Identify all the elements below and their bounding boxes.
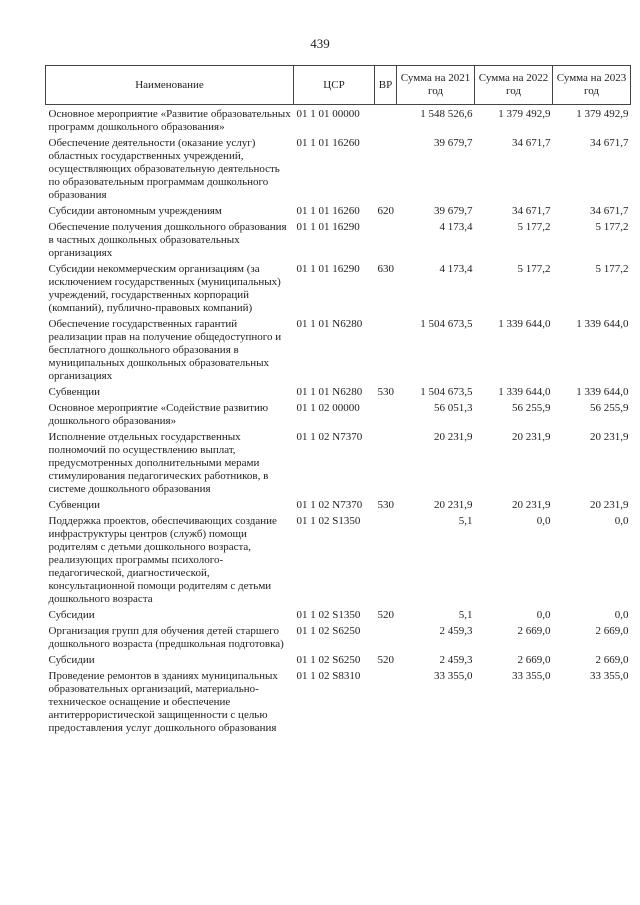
row-name: Субвенции xyxy=(48,386,101,398)
row-sum-2021: 1 548 526,6 xyxy=(420,108,473,120)
table-row xyxy=(46,134,631,202)
row-vr-code xyxy=(375,512,397,606)
header-sum-2023: Сумма на 2023 год xyxy=(553,66,631,105)
row-sum-2023: 34 671,7 xyxy=(590,205,629,217)
row-sum-2021: 2 459,3 xyxy=(439,654,473,666)
row-vr-code: 530 xyxy=(377,499,394,511)
row-sum-2021: 5,1 xyxy=(458,515,473,527)
header-name: Наименование xyxy=(46,66,294,105)
row-sum-2021: 20 231,9 xyxy=(434,431,473,443)
row-vr-code xyxy=(375,105,397,135)
row-vr-code xyxy=(375,428,397,496)
row-sum-2023: 20 231,9 xyxy=(590,431,629,443)
header-sum-2022: Сумма на 2022 год xyxy=(475,66,553,105)
row-sum-2023: 1 339 644,0 xyxy=(576,386,629,398)
row-csr-code: 01 1 01 16260 xyxy=(296,205,360,217)
row-csr-code: 01 1 01 16260 xyxy=(296,137,360,149)
budget-table xyxy=(45,65,631,735)
row-sum-2023: 5 177,2 xyxy=(595,263,629,275)
row-name: Проведение ремонтов в зданиях муниципальных образовательных организаций, материально-техническое оснащение и обеспечение антитеррористической защищенности с целью предоставления услуг дошкольного образования xyxy=(48,670,278,734)
row-name: Субсидии xyxy=(48,609,95,621)
row-vr-code xyxy=(375,134,397,202)
row-name: Обеспечение государственных гарантий реализации прав на получение общедоступного и бесплатного дошкольного образования в муниципальных дошкольных образовательных организациях xyxy=(48,318,282,382)
row-vr-code: 520 xyxy=(377,609,394,621)
row-sum-2022: 0,0 xyxy=(536,609,551,621)
row-sum-2022: 34 671,7 xyxy=(512,137,551,149)
header-sum-2021: Сумма на 2021 год xyxy=(397,66,475,105)
row-csr-code: 01 1 02 S1350 xyxy=(296,515,361,527)
row-csr-code: 01 1 01 N6280 xyxy=(296,318,363,330)
table-row xyxy=(46,651,631,667)
row-sum-2023: 1 339 644,0 xyxy=(576,318,629,330)
row-sum-2023: 2 669,0 xyxy=(595,654,629,666)
row-csr-code: 01 1 01 16290 xyxy=(296,221,360,233)
row-csr-code: 01 1 02 S6250 xyxy=(296,625,361,637)
table-row xyxy=(46,315,631,383)
row-sum-2021: 2 459,3 xyxy=(439,625,473,637)
row-name: Субсидии некоммерческим организациям (за исключением государственных (муниципальных) учреждений, государственных корпораций (компаний), публично-правовых компаний) xyxy=(48,263,281,314)
row-sum-2021: 4 173,4 xyxy=(439,263,473,275)
row-sum-2022: 56 255,9 xyxy=(512,402,551,414)
row-sum-2023: 20 231,9 xyxy=(590,499,629,511)
row-sum-2023: 33 355,0 xyxy=(590,670,629,682)
table-row xyxy=(46,105,631,135)
row-sum-2021: 39 679,7 xyxy=(434,137,473,149)
row-sum-2021: 4 173,4 xyxy=(439,221,473,233)
row-sum-2022: 20 231,9 xyxy=(512,499,551,511)
row-vr-code xyxy=(375,622,397,651)
header-csr: ЦСР xyxy=(294,66,375,105)
row-sum-2022: 5 177,2 xyxy=(517,263,551,275)
row-sum-2021: 1 504 673,5 xyxy=(420,318,473,330)
row-csr-code: 01 1 02 N7370 xyxy=(296,499,363,511)
row-sum-2021: 33 355,0 xyxy=(434,670,473,682)
row-name: Основное мероприятие «Развитие образовательных программ дошкольного образования» xyxy=(48,108,291,133)
row-sum-2023: 5 177,2 xyxy=(595,221,629,233)
row-vr-code: 530 xyxy=(377,386,394,398)
table-row xyxy=(46,399,631,428)
row-sum-2021: 39 679,7 xyxy=(434,205,473,217)
row-sum-2022: 1 339 644,0 xyxy=(498,386,551,398)
row-name: Субвенции xyxy=(48,499,101,511)
row-name: Организация групп для обучения детей старшего дошкольного возраста (предшкольная подготовка) xyxy=(48,625,284,650)
row-sum-2022: 0,0 xyxy=(536,515,551,527)
row-vr-code xyxy=(375,399,397,428)
row-sum-2023: 2 669,0 xyxy=(595,625,629,637)
table-row xyxy=(46,606,631,622)
row-csr-code: 01 1 02 S6250 xyxy=(296,654,361,666)
table-row xyxy=(46,260,631,315)
row-vr-code: 630 xyxy=(377,263,394,275)
row-csr-code: 01 1 02 N7370 xyxy=(296,431,363,443)
table-row xyxy=(46,622,631,651)
row-vr-code xyxy=(375,667,397,735)
row-sum-2023: 56 255,9 xyxy=(590,402,629,414)
header-vr: ВР xyxy=(375,66,397,105)
row-csr-code: 01 1 02 S1350 xyxy=(296,609,361,621)
row-name: Субсидии автономным учреждениям xyxy=(48,205,222,217)
row-vr-code: 620 xyxy=(377,205,394,217)
table-row xyxy=(46,496,631,512)
row-sum-2022: 1 339 644,0 xyxy=(498,318,551,330)
row-sum-2021: 20 231,9 xyxy=(434,499,473,511)
table-row xyxy=(46,428,631,496)
row-csr-code: 01 1 02 S8310 xyxy=(296,670,361,682)
table-body xyxy=(46,105,631,736)
row-name: Субсидии xyxy=(48,654,95,666)
row-sum-2022: 5 177,2 xyxy=(517,221,551,233)
table-row xyxy=(46,202,631,218)
row-name: Обеспечение получения дошкольного образования в частных дошкольных образовательных организациях xyxy=(48,221,287,259)
row-name: Поддержка проектов, обеспечивающих создание инфраструктуры центров (служб) помощи родителям с детьми дошкольного возраста, реализующих программы психолого-педагогической, диагностической, консультационной помощи родителям с детьми дошкольного возраста xyxy=(48,515,277,605)
row-sum-2022: 2 669,0 xyxy=(517,625,551,637)
row-sum-2022: 34 671,7 xyxy=(512,205,551,217)
table-row xyxy=(46,667,631,735)
row-sum-2021: 1 504 673,5 xyxy=(420,386,473,398)
row-sum-2022: 2 669,0 xyxy=(517,654,551,666)
row-vr-code xyxy=(375,218,397,260)
row-sum-2022: 20 231,9 xyxy=(512,431,551,443)
row-sum-2023: 1 379 492,9 xyxy=(576,108,629,120)
table-row xyxy=(46,512,631,606)
row-sum-2022: 33 355,0 xyxy=(512,670,551,682)
row-sum-2021: 56 051,3 xyxy=(434,402,473,414)
row-name: Исполнение отдельных государственных полномочий по осуществлению выплат, предусмотренных дополнительными мерами стимулирования педагогических работников, в системе дошкольного образования xyxy=(48,431,269,495)
row-csr-code: 01 1 01 16290 xyxy=(296,263,360,275)
page-number: 439 xyxy=(310,36,330,51)
table-header-row xyxy=(46,66,631,105)
row-csr-code: 01 1 02 00000 xyxy=(296,402,360,414)
table-row xyxy=(46,218,631,260)
row-name: Обеспечение деятельности (оказание услуг) областных государственных учреждений, осуществляющих образовательную деятельность по образовательным программам дошкольного образования xyxy=(48,137,280,201)
row-sum-2023: 0,0 xyxy=(614,609,629,621)
table-row xyxy=(46,383,631,399)
row-csr-code: 01 1 01 00000 xyxy=(296,108,360,120)
row-sum-2021: 5,1 xyxy=(458,609,473,621)
row-vr-code: 520 xyxy=(377,654,394,666)
row-vr-code xyxy=(375,315,397,383)
row-sum-2023: 34 671,7 xyxy=(590,137,629,149)
row-name: Основное мероприятие «Содействие развитию дошкольного образования» xyxy=(48,402,269,427)
row-csr-code: 01 1 01 N6280 xyxy=(296,386,363,398)
row-sum-2022: 1 379 492,9 xyxy=(498,108,551,120)
row-sum-2023: 0,0 xyxy=(614,515,629,527)
